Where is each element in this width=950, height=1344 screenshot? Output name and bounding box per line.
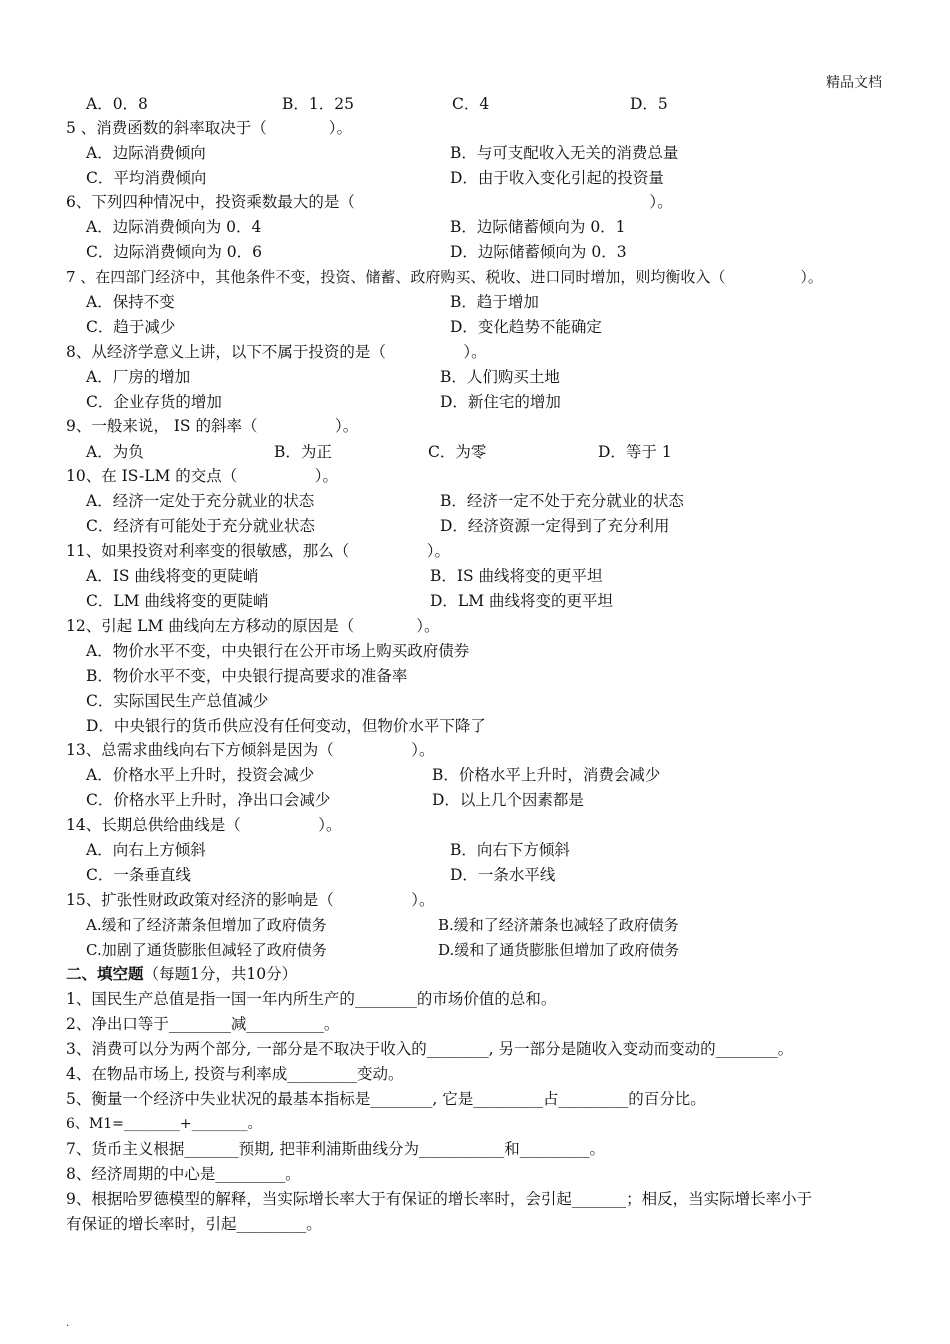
fill-text: 7、货币主义根据_______预期, 把菲利浦斯曲线分为___________和_________。	[66, 1140, 605, 1158]
section-2-heading	[0, 962, 950, 986]
question-stem: 14、长期总供给曲线是（ ）。	[66, 816, 342, 834]
option-a: A．价格水平上升时，投资会减少	[86, 766, 315, 784]
option-b: B．IS 曲线将变的更平坦	[430, 567, 603, 585]
question-10-stem	[0, 464, 950, 488]
question-stem: 15、扩张性财政政策对经济的影响是（ ）。	[66, 891, 435, 909]
question-8-options-row1	[0, 365, 950, 389]
option-b: B．经济一定不处于充分就业的状态	[440, 492, 684, 510]
fill-text: 9、根据哈罗德模型的解释，当实际增长率大于有保证的增长率时，会引起_______；相反，当实际增长率小于	[66, 1190, 813, 1208]
question-7-stem	[0, 265, 950, 289]
question-8-options-row2	[0, 390, 950, 414]
question-11-options-row2	[0, 589, 950, 613]
option-a: A．0．8	[86, 95, 148, 113]
fill-item-4	[0, 1062, 950, 1086]
fill-text: 2、净出口等于________减__________。	[66, 1015, 340, 1033]
option-d: D．变化趋势不能确定	[450, 318, 602, 336]
option-a: A．保持不变	[86, 293, 175, 311]
question-13-options-row2	[0, 788, 950, 812]
option-b: B．边际储蓄倾向为 0．1	[450, 218, 626, 236]
option-d: D．中央银行的货币供应没有任何变动，但物价水平下降了	[86, 717, 486, 735]
option-b: B．物价水平不变，中央银行提高要求的准备率	[86, 667, 408, 685]
option-b: B．价格水平上升时，消费会减少	[432, 766, 661, 784]
question-stem: 12、引起 LM 曲线向左方移动的原因是（ ）。	[66, 617, 440, 635]
option-d: D．LM 曲线将变的更平坦	[430, 592, 614, 610]
option-d: D．以上几个因素都是	[432, 791, 584, 809]
question-4-options	[0, 92, 950, 116]
question-12-option-b-row	[0, 664, 950, 688]
question-14-options-row2	[0, 863, 950, 887]
question-stem: 11、如果投资对利率变的很敏感，那么（ ）。	[66, 542, 450, 560]
question-stem: 10、在 IS-LM 的交点（ ）。	[66, 467, 339, 485]
question-10-options-row1	[0, 489, 950, 513]
section-note: （每题1分，共10分）	[143, 965, 298, 983]
section-heading	[66, 962, 297, 986]
option-c: C．一条垂直线	[86, 866, 191, 884]
question-15-options-row2	[0, 938, 950, 962]
option-a: A．向右上方倾斜	[86, 841, 206, 859]
question-13-options-row1	[0, 763, 950, 787]
option-a: A．经济一定处于充分就业的状态	[86, 492, 315, 510]
option-a: A．边际消费倾向	[86, 144, 206, 162]
question-stem: 5 、消费函数的斜率取决于（ ）。	[66, 119, 353, 137]
question-12-option-c-row	[0, 689, 950, 713]
question-12-option-a-row	[0, 639, 950, 663]
fill-item-2	[0, 1012, 950, 1036]
fill-item-3	[0, 1037, 950, 1061]
option-c: C．实际国民生产总值减少	[86, 692, 269, 710]
question-5-stem	[0, 116, 950, 140]
option-a: A．边际消费倾向为 0．4	[86, 218, 262, 236]
option-a: A．厂房的增加	[86, 368, 191, 386]
question-5-options-row1	[0, 141, 950, 165]
question-6-options-row1	[0, 215, 950, 239]
fill-text: 5、衡量一个经济中失业状况的最基本指标是________, 它是_________占_________的百分比。	[66, 1090, 706, 1108]
question-12-stem	[0, 614, 950, 638]
question-11-options-row1	[0, 564, 950, 588]
question-7-options-row1	[0, 290, 950, 314]
option-a: A．物价水平不变，中央银行在公开市场上购买政府债券	[86, 642, 470, 660]
question-stem: 13、总需求曲线向右下方倾斜是因为（ ）。	[66, 741, 435, 759]
option-b: B．人们购买土地	[440, 368, 560, 386]
fill-text: 有保证的增长率时，引起_________。	[66, 1215, 322, 1233]
fill-item-5	[0, 1087, 950, 1111]
fill-item-7	[0, 1137, 950, 1161]
option-c: C．经济有可能处于充分就业状态	[86, 517, 315, 535]
fill-text: 1、国民生产总值是指一国一年内所生产的________的市场价值的总和。	[66, 990, 557, 1008]
fill-text: 8、经济周期的中心是_________。	[66, 1165, 301, 1183]
option-b: B.缓和了经济萧条也减轻了政府债务	[438, 916, 679, 934]
question-5-options-row2	[0, 166, 950, 190]
question-14-options-row1	[0, 838, 950, 862]
option-a: A.缓和了经济萧条但增加了政府债务	[86, 916, 327, 934]
option-c: C．边际消费倾向为 0．6	[86, 243, 263, 261]
option-d: D．经济资源一定得到了充分利用	[440, 517, 670, 535]
fill-item-9	[0, 1187, 950, 1211]
fill-text: 6、M1=________+________。	[66, 1116, 262, 1132]
question-7-options-row2	[0, 315, 950, 339]
option-b: B．与可支配收入无关的消费总量	[450, 144, 679, 162]
fill-item-9-continued	[0, 1212, 950, 1236]
question-15-stem	[0, 888, 950, 912]
option-d: D.缓和了通货膨胀但增加了政府债务	[438, 941, 680, 959]
header-label: 精品文档	[826, 75, 882, 91]
question-6-options-row2	[0, 240, 950, 264]
option-d: D．边际储蓄倾向为 0．3	[450, 243, 627, 261]
question-stem: 7 、在四部门经济中，其他条件不变，投资、储蓄、政府购买、税收、进口同时增加，则均衡收入（ ）。	[66, 268, 823, 286]
option-b: B．向右下方倾斜	[450, 841, 570, 859]
question-stem: 8、从经济学意义上讲，以下不属于投资的是（ ）。	[66, 343, 487, 361]
question-13-stem	[0, 738, 950, 762]
option-c: C.加剧了通货膨胀但减轻了政府债务	[86, 941, 327, 959]
option-c: C．LM 曲线将变的更陡峭	[86, 592, 269, 610]
question-8-stem	[0, 340, 950, 364]
fill-item-6	[0, 1112, 950, 1136]
fill-item-8	[0, 1162, 950, 1186]
option-c: C．4	[452, 95, 490, 113]
question-10-options-row2	[0, 514, 950, 538]
question-stem: 9、一般来说， IS 的斜率（ ）。	[66, 417, 359, 435]
option-b: B．趋于增加	[450, 293, 539, 311]
option-d: D．一条水平线	[450, 866, 556, 884]
question-6-stem	[0, 190, 950, 214]
option-d: D．由于收入变化引起的投资量	[450, 169, 664, 187]
option-c: C．趋于减少	[86, 318, 176, 336]
option-d: D．等于 1	[598, 443, 672, 461]
option-c: C．为零	[428, 443, 487, 461]
section-title: 二、填空题	[66, 964, 144, 983]
fill-text: 4、在物品市场上, 投资与利率成_________变动。	[66, 1065, 404, 1083]
fill-text: 3、消费可以分为两个部分, 一部分是不取决于收入的________, 另一部分是随收入变动而变动的________。	[66, 1040, 794, 1058]
option-b: B．1．25	[282, 95, 354, 113]
question-stem: 6、下列四种情况中，投资乘数最大的是（ ）。	[66, 193, 673, 211]
option-a: A．IS 曲线将变的更陡峭	[86, 567, 259, 585]
footer-mark: .	[66, 1318, 70, 1329]
option-d: D．5	[630, 95, 668, 113]
option-c: C．平均消费倾向	[86, 169, 207, 187]
question-14-stem	[0, 813, 950, 837]
question-9-stem	[0, 414, 950, 438]
fill-item-1	[0, 987, 950, 1011]
page-header	[0, 72, 950, 92]
option-d: D．新住宅的增加	[440, 393, 561, 411]
question-11-stem	[0, 539, 950, 563]
option-c: C．价格水平上升时，净出口会减少	[86, 791, 331, 809]
question-12-option-d-row	[0, 714, 950, 738]
question-9-options	[0, 440, 950, 464]
option-b: B．为正	[274, 443, 332, 461]
option-c: C．企业存货的增加	[86, 393, 222, 411]
option-a: A．为负	[86, 443, 144, 461]
question-15-options-row1	[0, 913, 950, 937]
